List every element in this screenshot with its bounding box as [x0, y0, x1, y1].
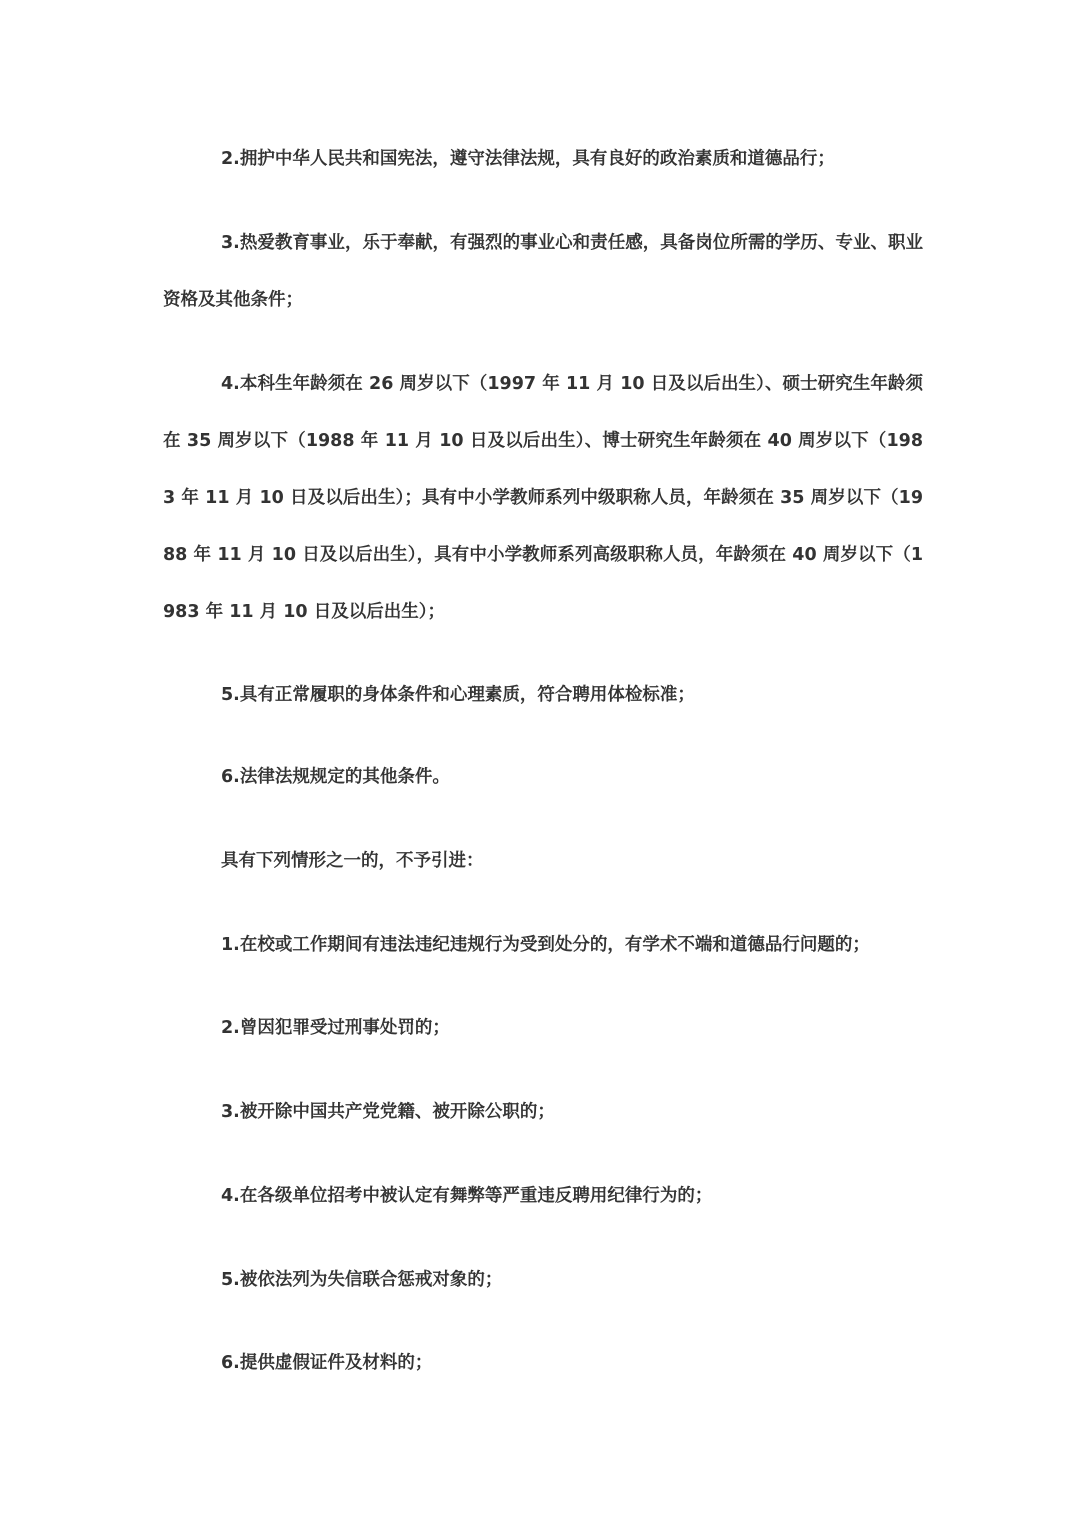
requirement-paragraph: 3.热爱教育事业，乐于奉献，有强烈的事业心和责任感，具备岗位所需的学历、专业、职业资格及其他条件；	[163, 233, 923, 310]
exclusion-paragraph: 2.曾因犯罪受过刑事处罚的；	[221, 1018, 450, 1038]
exclusion-paragraph: 1.在校或工作期间有违法违纪违规行为受到处分的，有学术不端和道德品行问题的；	[221, 935, 870, 955]
requirement-paragraph: 6.法律法规规定的其他条件。	[221, 767, 450, 787]
exclusion-paragraph: 6.提供虚假证件及材料的；	[221, 1353, 433, 1373]
exclusion-paragraph: 5.被依法列为失信联合惩戒对象的；	[221, 1270, 503, 1290]
exclusion-intro: 具有下列情形之一的，不予引进：	[221, 851, 484, 871]
exclusion-paragraph: 3.被开除中国共产党党籍、被开除公职的；	[221, 1102, 555, 1122]
exclusion-paragraph: 4.在各级单位招考中被认定有舞弊等严重违反聘用纪律行为的；	[221, 1186, 713, 1206]
requirement-paragraph: 4.本科生年龄须在 26 周岁以下（1997 年 11 月 10 日及以后出生）、硕士研究生年龄须在 35 周岁以下（1988 年 11 月 10 日及以后出生）、博士研究生年龄须在 40 周岁以下（1983 年 11 月 10 日及以后出生）；具有中小学教师系列中级职称人员，年龄须在 35 周岁以下（1988 年 11 月 10 日及以后出生），具有中小学教师系列高级职称人员，年龄须在 40 周岁以下（1983 年 11 月 10 日及以后出生）；	[163, 374, 923, 622]
requirement-paragraph: 5.具有正常履职的身体条件和心理素质，符合聘用体检标准；	[221, 685, 695, 705]
requirement-paragraph: 2.拥护中华人民共和国宪法，遵守法律法规，具有良好的政治素质和道德品行；	[221, 149, 835, 169]
